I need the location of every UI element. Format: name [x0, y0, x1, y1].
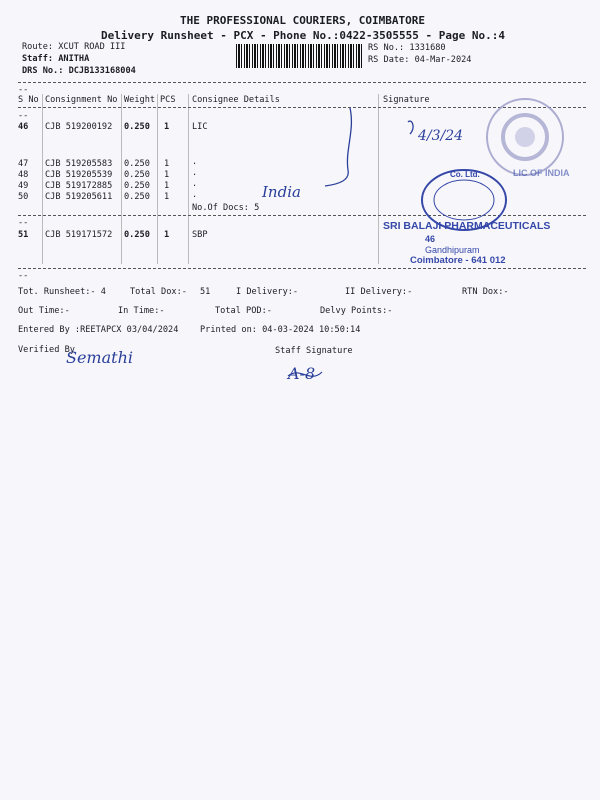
row-sno: 47: [18, 159, 29, 169]
ii-delivery: II Delivery:-: [345, 287, 413, 297]
rtn-dox: RTN Dox:-: [462, 287, 509, 297]
round-seal-text: Co. Ltd.: [450, 170, 480, 179]
row-pcs: 1: [164, 230, 170, 240]
divider-mark: --: [18, 218, 29, 228]
staff-signature-label: Staff Signature: [275, 346, 353, 356]
row-details: SBP: [192, 230, 208, 240]
row-weight: 0.250: [124, 170, 150, 180]
tot-runsheet: Tot. Runsheet:- 4: [18, 287, 106, 297]
stamp-address-line3: Coimbatore - 641 012: [410, 255, 506, 266]
staff-label: Staff: ANITHA: [22, 54, 90, 64]
col-weight: Weight: [124, 95, 156, 105]
row-consignment: CJB 519172885: [45, 181, 113, 191]
row-sno: 51: [18, 230, 29, 240]
row-details: .: [192, 179, 198, 189]
total-dox-label: Total Dox:-: [130, 287, 187, 297]
out-time: Out Time:-: [18, 306, 70, 316]
row-sno: 48: [18, 170, 29, 180]
stamp-company-name: SRI BALAJI PHARMACEUTICALS: [383, 220, 551, 232]
row-pcs: 1: [164, 159, 170, 169]
row-weight: 0.250: [124, 122, 150, 132]
entered-by: Entered By :REETAPCX 03/04/2024: [18, 325, 179, 335]
verified-by: Verified By: [18, 345, 75, 355]
drs-number: DRS No.: DCJB133168004: [22, 66, 136, 76]
in-time: In Time:-: [118, 306, 165, 316]
rs-date: RS Date: 04-Mar-2024: [368, 55, 472, 65]
handwritten-india: India: [262, 183, 301, 201]
no-of-docs: No.Of Docs: 5: [192, 203, 260, 213]
handwritten-date: 4/3/24: [418, 128, 464, 144]
row-details: .: [192, 157, 198, 167]
row-consignment: CJB 519205539: [45, 170, 113, 180]
row-consignment: CJB 519205611: [45, 192, 113, 202]
row-weight: 0.250: [124, 159, 150, 169]
lic-stamp-text: LIC OF INDIA: [513, 168, 570, 178]
row-details: .: [192, 190, 198, 200]
row-weight: 0.250: [124, 181, 150, 191]
row-consignment: CJB 519171572: [45, 230, 113, 240]
row-sno: 46: [18, 122, 29, 132]
stamp-address-line2: Gandhipuram: [425, 245, 480, 255]
col-pcs: PCS: [160, 95, 176, 105]
row-pcs: 1: [164, 122, 170, 132]
row-pcs: 1: [164, 181, 170, 191]
col-signature: Signature: [383, 95, 430, 105]
company-title: THE PROFESSIONAL COURIERS, COIMBATORE: [180, 14, 426, 27]
staff-handwritten-signature: A-8: [288, 364, 316, 383]
stamp-address-line1: 46: [425, 234, 436, 244]
row-sno: 50: [18, 192, 29, 202]
row-details: LIC: [192, 122, 208, 132]
row-consignment: CJB 519200192: [45, 122, 113, 132]
route-label: Route: XCUT ROAD III: [22, 42, 126, 52]
col-consignment: Consignment No: [45, 95, 118, 105]
runsheet-heading: Delivery Runsheet - PCX - Phone No.:0422-3505555 - Page No.:4: [101, 29, 505, 42]
total-dox-value: 51: [200, 287, 211, 297]
row-pcs: 1: [164, 170, 170, 180]
verified-signature: Semathi: [66, 348, 133, 367]
row-weight: 0.250: [124, 192, 150, 202]
printed-on: Printed on: 04-03-2024 10:50:14: [200, 325, 361, 335]
col-consignee: Consignee Details: [192, 95, 280, 105]
row-consignment: CJB 519205583: [45, 159, 113, 169]
col-sno: S No: [18, 95, 39, 105]
divider-mark: --: [18, 111, 29, 121]
rs-number: RS No.: 1331680: [368, 43, 446, 53]
divider-mark: --: [18, 85, 29, 95]
delvy-points: Delvy Points:-: [320, 306, 393, 316]
row-sno: 49: [18, 181, 29, 191]
i-delivery: I Delivery:-: [236, 287, 299, 297]
row-weight: 0.250: [124, 230, 150, 240]
total-pod: Total POD:-: [215, 306, 272, 316]
row-details: .: [192, 168, 198, 178]
divider-mark: --: [18, 271, 29, 281]
row-pcs: 1: [164, 192, 170, 202]
